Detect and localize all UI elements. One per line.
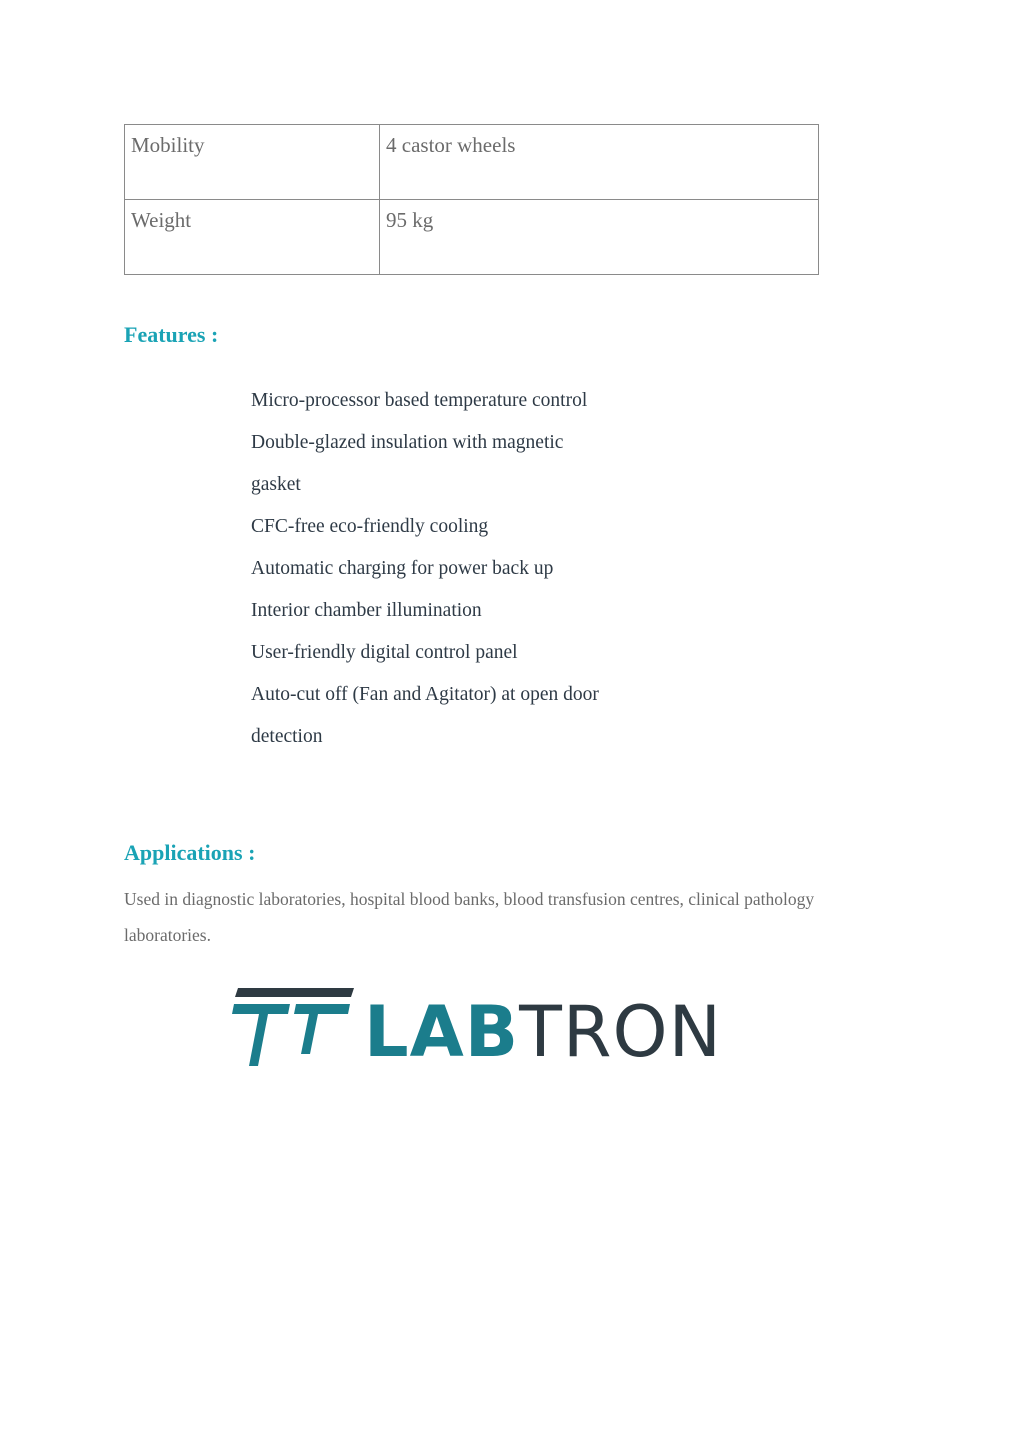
table-cell-label: Mobility xyxy=(125,125,380,200)
feature-list xyxy=(251,380,651,758)
labtron-logo-text xyxy=(364,992,722,1072)
features-heading: Features : xyxy=(124,322,219,347)
list-item: User-friendly digital control panel xyxy=(251,642,518,663)
logo-text-lab: LAB xyxy=(364,991,520,1073)
labtron-logo-mark-icon xyxy=(232,984,357,1070)
logo-text-tron: TRON xyxy=(519,991,722,1073)
table-row xyxy=(125,125,819,200)
list-item: CFC-free eco-friendly cooling xyxy=(251,516,489,537)
list-item: gasket xyxy=(251,474,301,495)
spec-table xyxy=(124,124,819,275)
list-item: Micro-processor based temperature control xyxy=(251,390,588,411)
list-item: detection xyxy=(251,726,323,747)
applications-heading: Applications : xyxy=(124,840,256,865)
table-cell-label: Weight xyxy=(125,200,380,275)
list-item: Interior chamber illumination xyxy=(251,600,482,621)
table-cell-value: 95 kg xyxy=(380,200,819,275)
table-cell-value: 4 castor wheels xyxy=(380,125,819,200)
list-item: Double-glazed insulation with magnetic xyxy=(251,432,564,453)
applications-text: Used in diagnostic laboratories, hospital blood banks, blood transfusion centres, clinical pathology laboratories. xyxy=(124,889,815,945)
list-item: Automatic charging for power back up xyxy=(251,558,554,579)
list-item: Auto-cut off (Fan and Agitator) at open door xyxy=(251,684,599,705)
table-row xyxy=(125,200,819,275)
labtron-logo xyxy=(232,984,722,1073)
